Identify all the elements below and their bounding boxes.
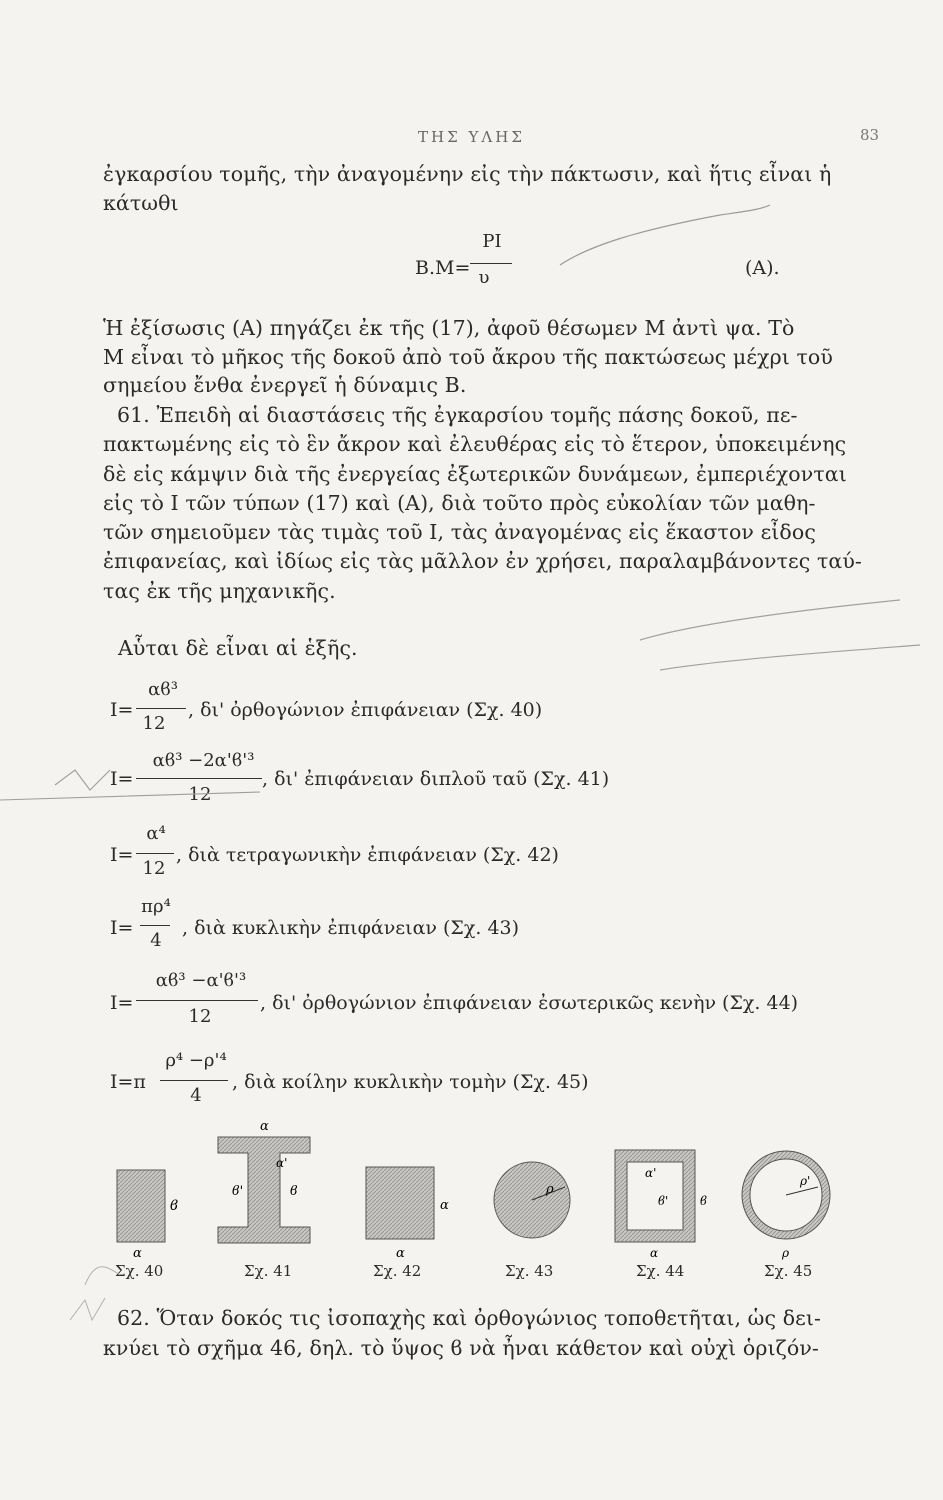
figure-caption: Σχ. 41: [244, 1262, 293, 1280]
pencil-scribble: [640, 600, 900, 640]
pencil-scribble: [560, 205, 770, 265]
formula-lhs: I=: [110, 992, 134, 1014]
text-line: σημείου ἔνθα ἐνεργεῖ ἡ δύναμις Β.: [103, 373, 467, 397]
figure-caption: Σχ. 44: [636, 1262, 685, 1280]
formula-numerator: αϐ³ −α'ϐ'³: [155, 970, 247, 991]
formula-numerator: ρ⁴ −ρ'⁴: [165, 1050, 227, 1071]
figure-caption: Σχ. 42: [373, 1262, 422, 1280]
formula-lhs: I=: [110, 768, 134, 790]
equation-numerator: PI: [482, 231, 502, 252]
pencil-scribble: [0, 770, 260, 800]
text-line: 62. Ὅταν δοκός τις ἰσοπαχὴς καὶ ὀρθογώνιος τοποθετῆται, ὡς δει-: [117, 1306, 822, 1330]
formula-denominator: 4: [190, 1085, 202, 1106]
formula-numerator: α⁴: [146, 823, 166, 844]
text-line: τας ἐκ τῆς μηχανικῆς.: [103, 579, 336, 603]
formula-description: , δι' ὀρθογώνιον ἐπιφάνειαν (Σχ. 40): [188, 699, 543, 721]
label-r: ρ: [546, 1182, 554, 1197]
formula-denominator: 4: [150, 930, 162, 951]
label-b-prime: ϐ': [232, 1184, 244, 1199]
formula-denominator: 12: [142, 713, 166, 734]
pencil-scribble: [660, 645, 920, 670]
formula-denominator: 12: [188, 784, 212, 805]
label-side-bottom: α: [396, 1246, 405, 1261]
formula-lhs: I=: [110, 917, 134, 939]
label-side-right: α: [440, 1198, 449, 1213]
formula-description: , δι' ὀρθογώνιον ἐπιφάνειαν ἐσωτερικῶς κενὴν (Σχ. 44): [260, 992, 799, 1014]
text-line: Αὗται δὲ εἶναι αἱ ἑξῆς.: [118, 636, 358, 660]
label-a: α: [133, 1246, 142, 1261]
formula-denominator: 12: [188, 1006, 212, 1027]
text-line: κάτωθι: [103, 191, 179, 215]
formula-numerator: αϐ³ −2α'ϐ'³: [152, 750, 255, 771]
pencil-scribble: [85, 1267, 120, 1285]
label-b: ϐ: [700, 1194, 707, 1208]
text-line: ἐπιφανείας, καὶ ἰδίως εἰς τὰς μᾶλλον ἐν χρήσει, παραλαμβάνοντες ταύ-: [103, 549, 862, 573]
formula-description: , διὰ κυκλικὴν ἐπιφάνειαν (Σχ. 43): [182, 917, 520, 939]
label-b-prime: ϐ': [658, 1194, 669, 1208]
label-b: ϐ: [290, 1184, 298, 1199]
label-b: ϐ: [170, 1198, 179, 1214]
text-line: 61. Ἐπειδὴ αἱ διαστάσεις τῆς ἐγκαρσίου τομῆς πάσης δοκοῦ, πε-: [117, 403, 798, 427]
running-header: ΤΗΣ ΥΛΗΣ: [418, 128, 525, 146]
formula-description: , διὰ κοίλην κυκλικὴν τομὴν (Σχ. 45): [232, 1071, 589, 1093]
label-r: ρ: [782, 1246, 790, 1260]
figure-caption: Σχ. 40: [115, 1262, 164, 1280]
label-r-prime: ρ': [800, 1174, 811, 1188]
label-a: α: [650, 1246, 659, 1260]
text-line: ἐγκαρσίου τομῆς, τὴν ἀναγομένην εἰς τὴν πάκτωσιν, καὶ ἥτις εἶναι ἡ: [103, 162, 832, 186]
formula-description: , δι' ἐπιφάνειαν διπλοῦ ταῦ (Σχ. 41): [262, 768, 610, 790]
label-a: α: [260, 1119, 269, 1134]
equation-label: (A).: [745, 257, 780, 279]
page-number: 83: [860, 126, 880, 144]
formula-lhs: I=π: [110, 1071, 146, 1093]
formula-lhs: I=: [110, 844, 134, 866]
formula-lhs: I=: [110, 699, 134, 721]
text-line: πακτωμένης εἰς τὸ ἓν ἄκρον καὶ ἐλευθέρας εἰς τὸ ἕτερον, ὑποκειμένης: [103, 432, 847, 456]
label-a-prime: α': [645, 1166, 657, 1180]
formula-numerator: αϐ³: [148, 679, 178, 700]
text-line: Μ εἶναι τὸ μῆκος τῆς δοκοῦ ἀπὸ τοῦ ἄκρου τῆς πακτώσεως μέχρι τοῦ: [103, 345, 833, 369]
pencil-scribble: [70, 1298, 105, 1320]
formula-numerator: πρ⁴: [141, 896, 171, 917]
equation-lhs: B.M=: [415, 257, 471, 279]
text-line: εἰς τὸ Ι τῶν τύπων (17) καὶ (Α), διὰ τοῦτο πρὸς εὐκολίαν τῶν μαθη-: [103, 491, 816, 515]
formula-denominator: 12: [142, 858, 166, 879]
equation-denominator: υ: [478, 267, 490, 288]
text-line: τῶν σημειοῦμεν τὰς τιμὰς τοῦ Ι, τὰς ἀναγομένας εἰς ἕκαστον εἶδος: [103, 520, 816, 544]
figure-caption: Σχ. 45: [764, 1262, 813, 1280]
text-line: Ἡ ἐξίσωσις (Α) πηγάζει ἐκ τῆς (17), ἀφοῦ θέσωμεν Μ ἀντὶ ψα. Τὸ: [103, 316, 795, 340]
label-a-prime: α': [276, 1156, 288, 1170]
text-line: δὲ εἰς κάμψιν διὰ τῆς ἐνεργείας ἐξωτερικῶν δυνάμεων, ἐμπεριέχονται: [103, 462, 847, 486]
text-line: κνύει τὸ σχῆμα 46, δηλ. τὸ ὕψος ϐ νὰ ἦναι κάθετον καὶ οὐχὶ ὁριζόν-: [103, 1336, 819, 1360]
figure-caption: Σχ. 43: [505, 1262, 554, 1280]
formula-description: , διὰ τετραγωνικὴν ἐπιφάνειαν (Σχ. 42): [176, 844, 559, 866]
